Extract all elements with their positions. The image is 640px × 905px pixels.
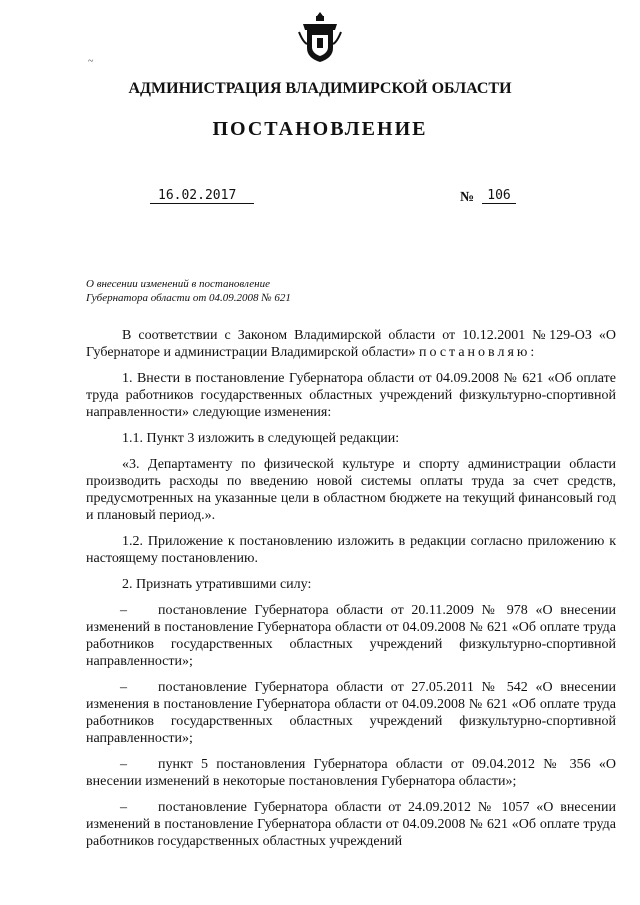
preamble-text: В соответствии с Законом Владимирской области от 10.12.2001 №129-ОЗ «О Губернаторе и администрации Владимирской области» — [86, 328, 616, 360]
number-label: № — [460, 190, 475, 205]
coat-of-arms-icon — [297, 10, 343, 66]
document-date: 16.02.2017 — [150, 188, 254, 204]
list-dash: – — [120, 757, 127, 772]
paragraph-2: 2. Признать утратившими силу: — [122, 577, 312, 592]
list-dash: – — [120, 800, 127, 815]
list-item — [86, 679, 616, 747]
subject-line-1: О внесении изменений в постановление — [86, 278, 270, 290]
scan-mark: ~ — [88, 56, 94, 67]
document-subject — [86, 277, 346, 305]
list-item — [86, 756, 616, 790]
authority-name: АДМИНИСТРАЦИЯ ВЛАДИМИРСКОЙ ОБЛАСТИ — [128, 80, 512, 97]
paragraph-1: 1. Внести в постановление Губернатора области от 04.09.2008 № 621 «Об оплате труда работников государственных областных учреждений физкультурно-спортивной направленности» следующие изменения: — [86, 371, 616, 420]
preamble-decree-word: постановляю: — [418, 345, 538, 360]
paragraph-1-2: 1.2. Приложение к постановлению изложить в редакции согласно приложению к настоящему постановлению. — [86, 534, 616, 566]
document-type: ПОСТАНОВЛЕНИЕ — [212, 118, 428, 140]
list-item-text: постановление Губернатора области от 27.05.2011 № 542 «О внесении изменения в постановление Губернатора области от 04.09.2008 № 621 «Об оплате труда работников государственных областных учреждений физкультурно-спортивной направленности»; — [86, 680, 616, 746]
list-item — [86, 799, 616, 850]
subject-line-2: Губернатора области от 04.09.2008 № 621 — [86, 292, 291, 304]
paragraph-1-1-quote: «3. Департаменту по физической культуре и спорту администрации области производить расходы по введению новой системы оплаты труда за счет средств, предусмотренных на указанные цели в областном бюджете на текущий финансовый год и плановый период.». — [86, 457, 616, 523]
list-dash: – — [120, 603, 127, 618]
list-item — [86, 602, 616, 670]
preamble — [86, 327, 616, 361]
list-item-text: постановление Губернатора области от 24.09.2012 № 1057 «О внесении изменений в постановление Губернатора области от 04.09.2008 № 621 «Об оплате труда работников государственных областных учреждений — [86, 800, 616, 849]
list-item-text: постановление Губернатора области от 20.11.2009 № 978 «О внесении изменений в постановление Губернатора области от 04.09.2008 № 621 «Об оплате труда работников государственных областных учреждений физкультурно-спортивной направленности»; — [86, 603, 616, 669]
paragraph-1-1: 1.1. Пункт 3 изложить в следующей редакции: — [122, 431, 400, 446]
document-body — [86, 327, 616, 859]
list-dash: – — [120, 680, 127, 695]
document-number: 106 — [482, 188, 516, 204]
list-item-text: пункт 5 постановления Губернатора области от 09.04.2012 № 356 «О внесении изменений в некоторые постановления Губернатора области»; — [86, 757, 616, 789]
